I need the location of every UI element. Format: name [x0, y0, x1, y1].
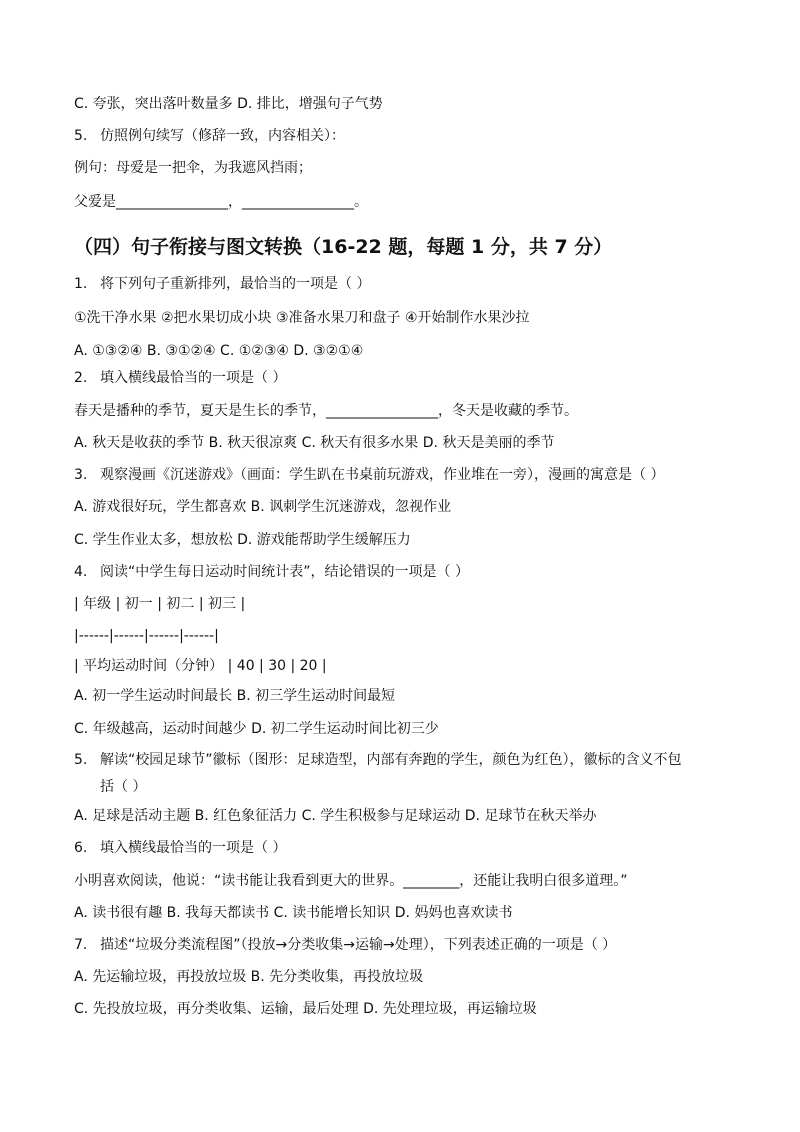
table-header-row: | 年级 | 初一 | 初二 | 初三 | — [74, 596, 246, 612]
question-number: 5. — [74, 752, 88, 768]
question-5-prompt — [74, 126, 345, 146]
option-line: A. 先运输垃圾，再投放垃圾 B. 先分类收集，再投放垃圾 — [74, 969, 424, 985]
question-number: 7. — [74, 937, 88, 953]
option-line: A. 游戏很好玩，学生都喜欢 B. 讽刺学生沉迷游戏，忽视作业 — [74, 499, 452, 515]
question-number: 2. — [74, 370, 88, 386]
fill-in-line: 父爱是________________，________________。 — [74, 194, 368, 210]
fill-in-line: 春天是播种的季节，夏天是生长的季节，________________，冬天是收藏的季节。 — [74, 403, 578, 419]
example-sentence: 例句：母爱是一把伞，为我遮风挡雨； — [74, 160, 312, 176]
question-text: 阅读“中学生每日运动时间统计表”，结论错误的一项是（ ） — [100, 564, 469, 580]
option-line: A. 初一学生运动时间最长 B. 初三学生运动时间最短 — [74, 688, 396, 704]
question-text: 描述“垃圾分类流程图”（投放→分类收集→运输→处理），下列表述正确的一项是（ ） — [100, 937, 617, 953]
question-5-prompt — [74, 750, 744, 797]
question-text: 解读“校园足球节”徽标（图形：足球造型，内部有奔跑的学生，颜色为红色），徽标的含义不包 — [100, 752, 682, 768]
question-text: 填入横线最恰当的一项是（ ） — [100, 370, 287, 386]
option-line: C. 年级越高，运动时间越少 D. 初二学生运动时间比初三少 — [74, 721, 439, 737]
option-line: C. 学生作业太多，想放松 D. 游戏能帮助学生缓解压力 — [74, 532, 411, 548]
fill-in-line: 小明喜欢阅读，他说：“读书能让我看到更大的世界。________，还能让我明白很多道理。” — [74, 873, 628, 889]
table-data-row: | 平均运动时间（分钟） | 40 | 30 | 20 | — [74, 658, 327, 674]
question-7-prompt — [74, 935, 616, 955]
table-separator-row: |------|------|------|------| — [74, 628, 219, 644]
question-text: 仿照例句续写（修辞一致，内容相关）： — [100, 128, 345, 144]
question-text-continuation: 括（ ） — [100, 779, 147, 795]
option-line: C. 先投放垃圾，再分类收集、运输，最后处理 D. 先处理垃圾，再运输垃圾 — [74, 1001, 537, 1017]
question-text: 观察漫画《沉迷游戏》（画面：学生趴在书桌前玩游戏，作业堆在一旁），漫画的寓意是（ ） — [100, 467, 665, 483]
question-number: 5. — [74, 128, 88, 144]
question-text: 将下列句子重新排列，最恰当的一项是（ ） — [100, 276, 371, 292]
question-number: 3. — [74, 467, 88, 483]
sentence-list: ①洗干净水果 ②把水果切成小块 ③准备水果刀和盘子 ④开始制作水果沙拉 — [74, 310, 530, 326]
question-number: 1. — [74, 276, 88, 292]
question-3-prompt — [74, 465, 664, 485]
question-6-prompt — [74, 838, 286, 858]
question-4-prompt — [74, 562, 469, 582]
option-line: A. 读书很有趣 B. 我每天都读书 C. 读书能增长知识 D. 妈妈也喜欢读书 — [74, 905, 513, 921]
option-line: A. ①③②④ B. ③①②④ C. ①②③④ D. ③②①④ — [74, 343, 364, 359]
option-line: A. 秋天是收获的季节 B. 秋天很凉爽 C. 秋天有很多水果 D. 秋天是美丽的季节 — [74, 435, 555, 451]
question-text: 填入横线最恰当的一项是（ ） — [100, 840, 287, 856]
option-line: A. 足球是活动主题 B. 红色象征活力 C. 学生积极参与足球运动 D. 足球节在秋天举办 — [74, 808, 597, 824]
question-number: 4. — [74, 564, 88, 580]
question-number: 6. — [74, 840, 88, 856]
question-1-prompt — [74, 274, 370, 294]
question-2-prompt — [74, 368, 286, 388]
section-heading: （四）句子衔接与图文转换（16-22 题，每题 1 分，共 7 分） — [74, 236, 613, 258]
option-line: C. 夸张，突出落叶数量多 D. 排比，增强句子气势 — [74, 96, 383, 112]
